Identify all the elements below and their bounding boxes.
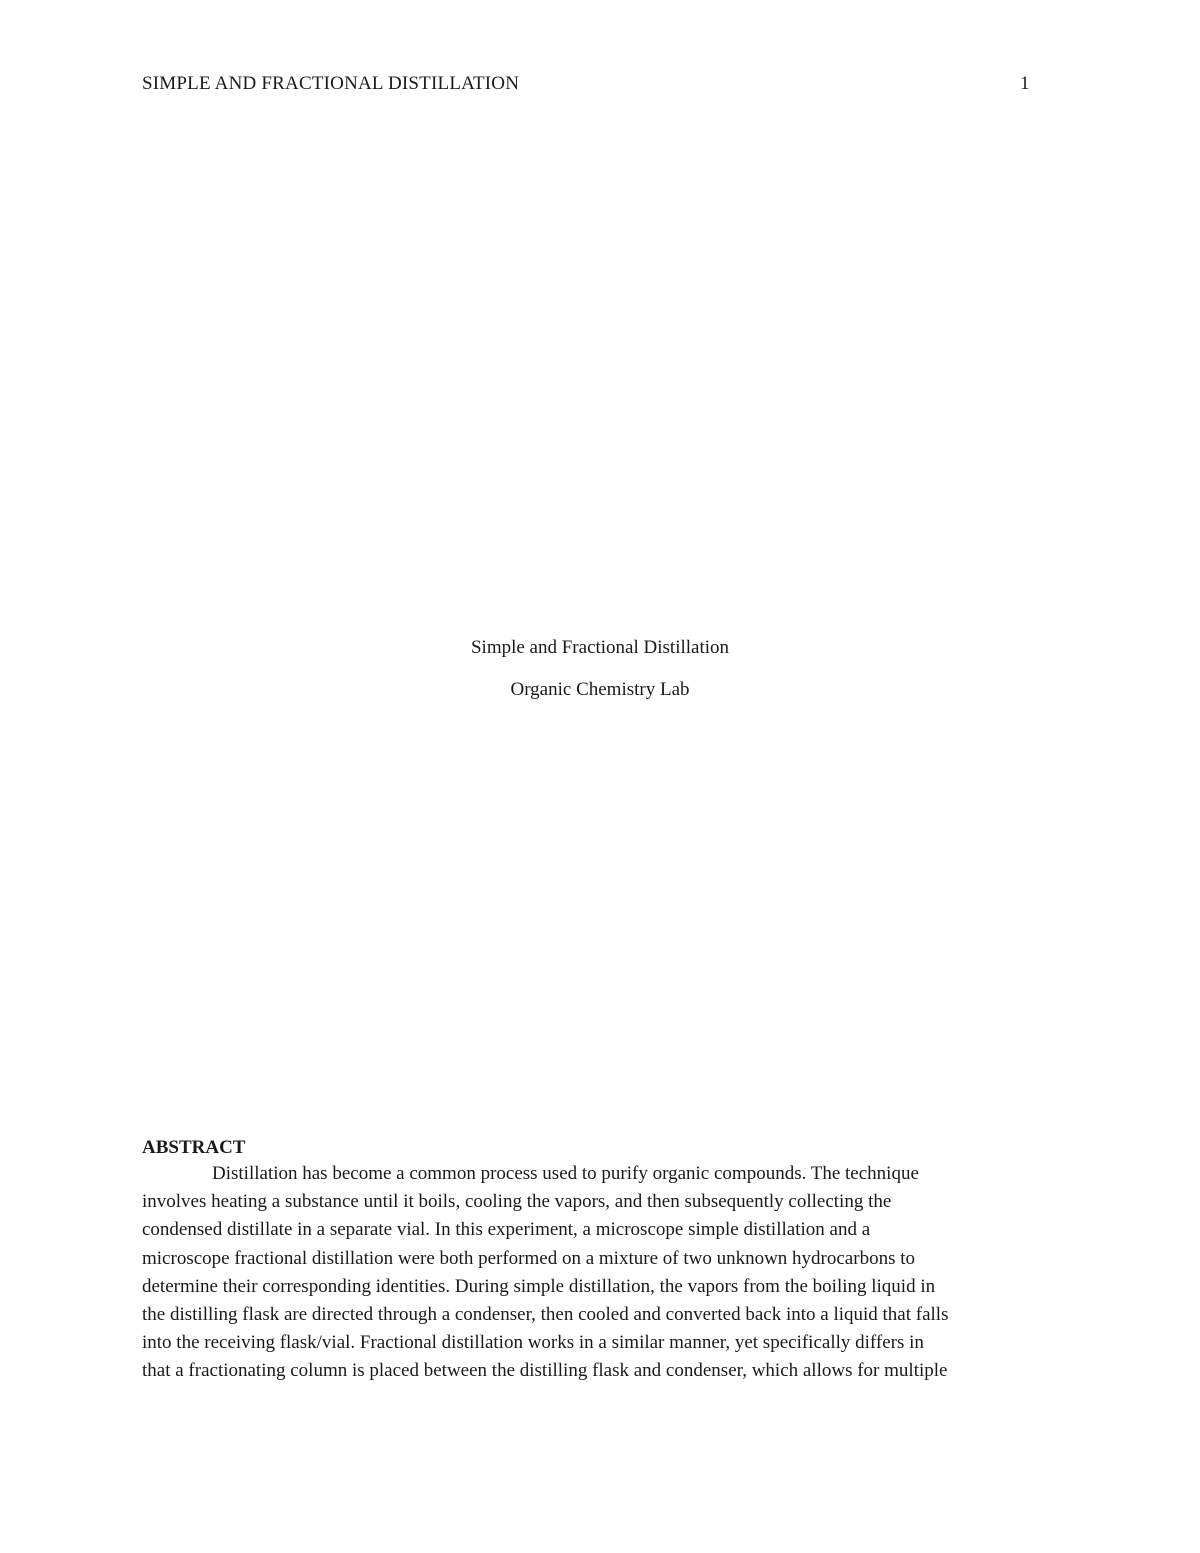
abstract-line: microscope fractional distillation were both performed on a mixture of two unknown hydrocarbons to [142, 1247, 915, 1269]
abstract-section [142, 1136, 1062, 1386]
abstract-line: involves heating a substance until it boils, cooling the vapors, and then subsequently collecting the [142, 1191, 892, 1213]
abstract-heading: ABSTRACT [142, 1137, 246, 1158]
paper-title: Simple and Fractional Distillation [470, 637, 730, 658]
abstract-line: determine their corresponding identities. During simple distillation, the vapors from the boiling liquid in [142, 1275, 936, 1297]
course-name: Organic Chemistry Lab [510, 679, 690, 700]
page-number: 1 [1020, 73, 1030, 94]
abstract-line: Distillation has become a common process used to purify organic compounds. The technique [212, 1163, 919, 1184]
abstract-line: into the receiving flask/vial. Fractional distillation works in a similar manner, yet specifically differs in [142, 1332, 924, 1354]
abstract-line: the distilling flask are directed through a condenser, then cooled and converted back into a liquid that falls [142, 1303, 949, 1325]
abstract-line: that a fractionating column is placed between the distilling flask and condenser, which allows for multiple [142, 1360, 948, 1382]
abstract-line: condensed distillate in a separate vial. In this experiment, a microscope simple distillation and a [142, 1219, 871, 1241]
abstract-body [142, 1160, 1062, 1386]
running-head: SIMPLE AND FRACTIONAL DISTILLATION [142, 73, 520, 94]
title-block [0, 627, 1200, 711]
